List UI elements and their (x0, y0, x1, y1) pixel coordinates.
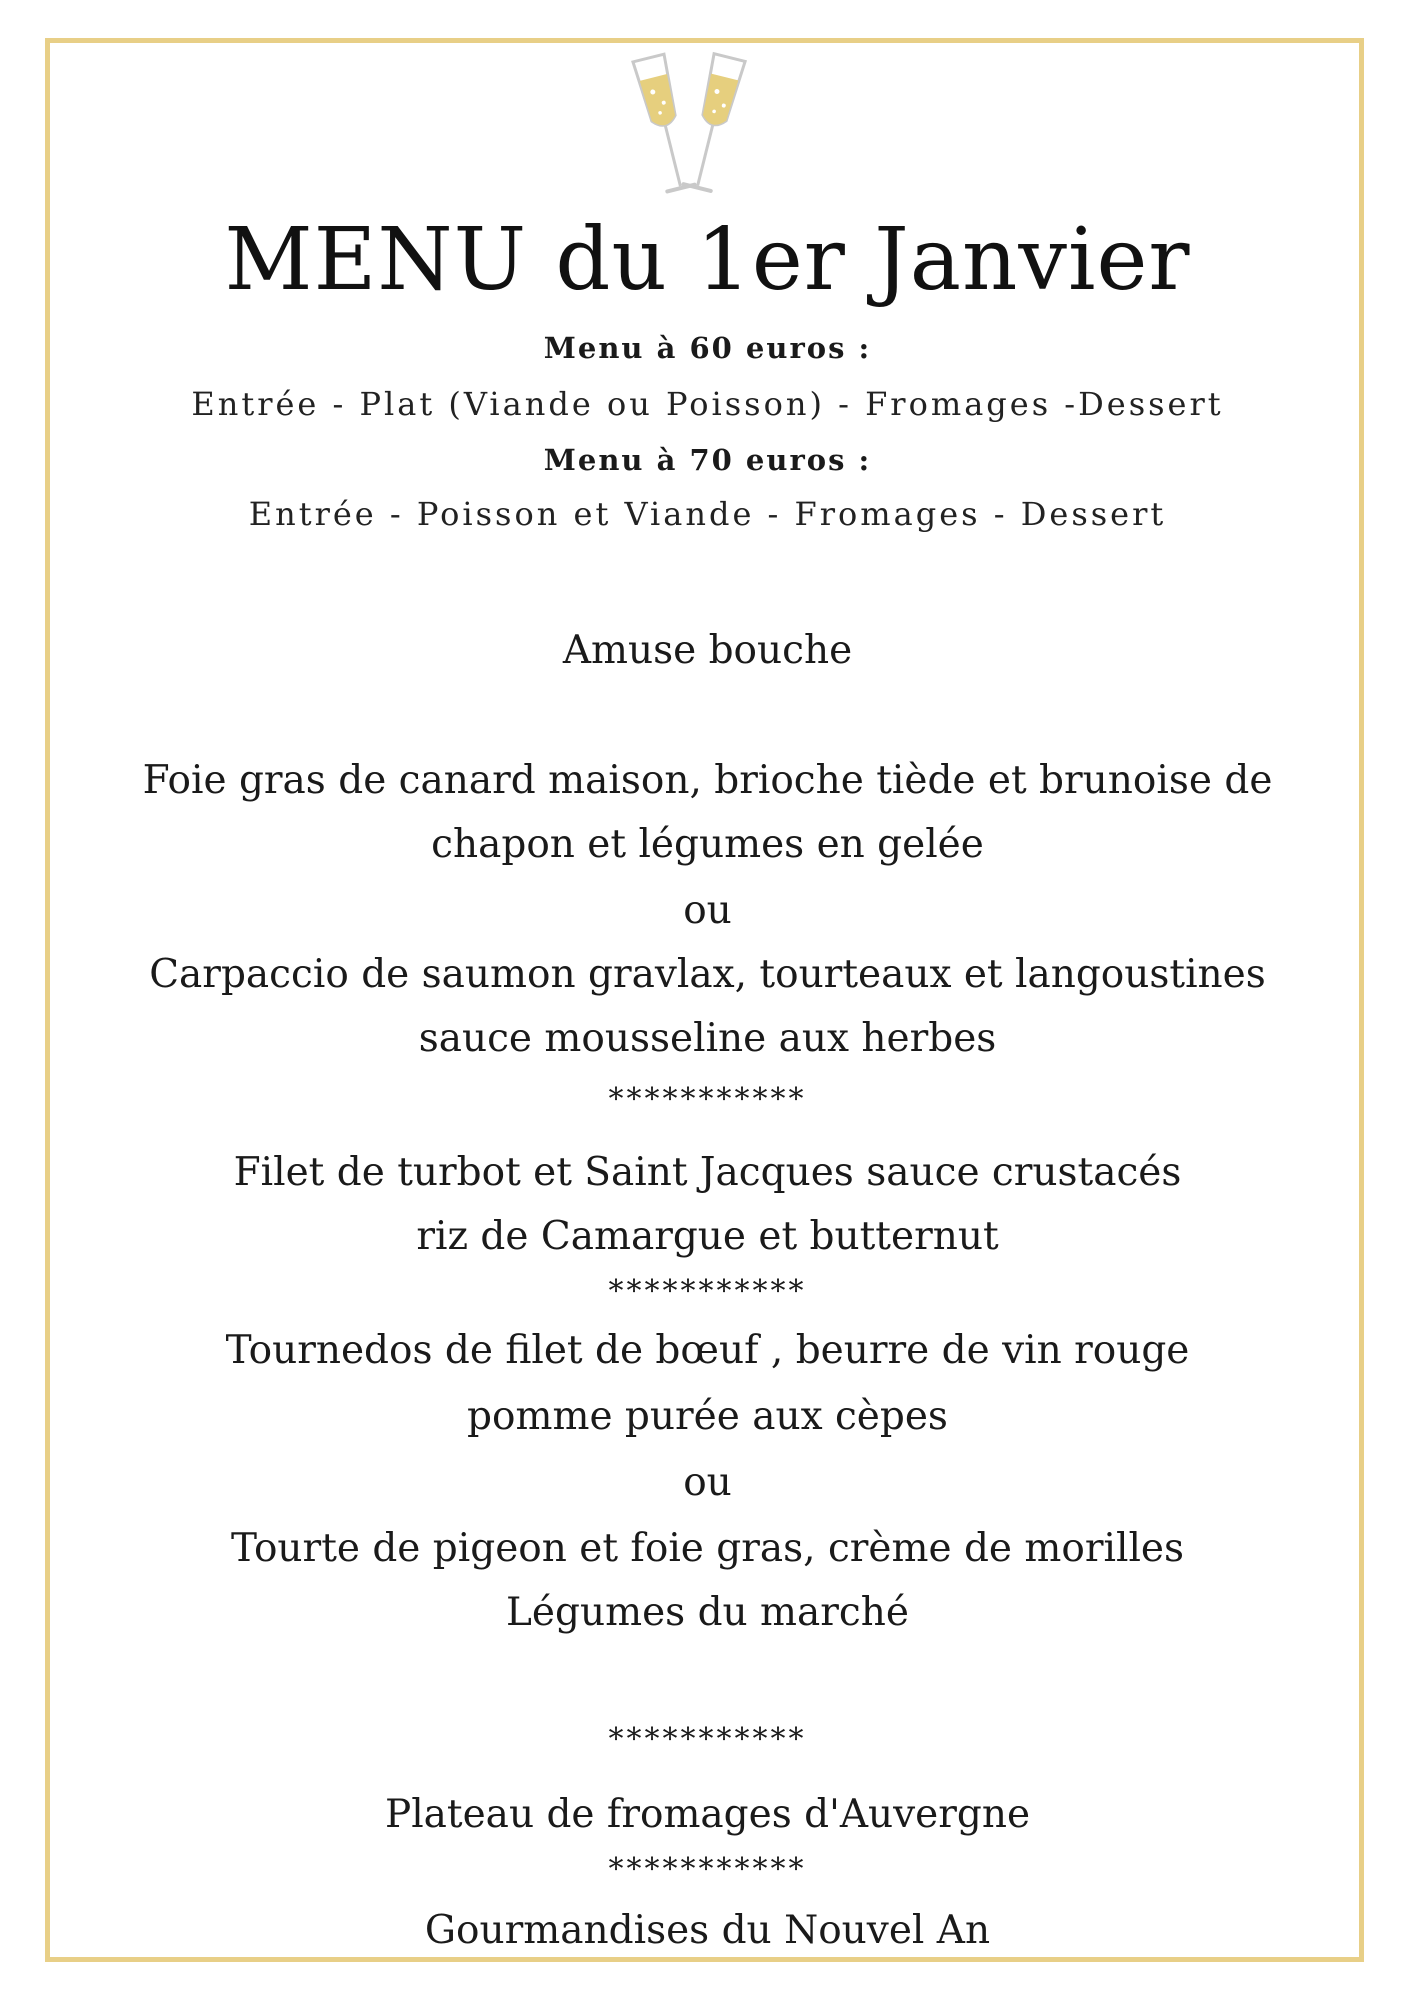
star-separator: *********** (608, 1722, 807, 1757)
meat-1-line-2: pomme purée aux cèpes (467, 1394, 948, 1439)
formula-70-name: Menu à 70 euros : (543, 443, 872, 477)
starter-2-line-2: sauce mousseline aux herbes (418, 1016, 997, 1061)
star-separator: *********** (608, 1082, 807, 1117)
amuse-bouche: Amuse bouche (562, 628, 853, 673)
formula-70-courses: Entrée - Poisson et Viande - Fromages - Dessert (248, 495, 1167, 533)
page-border (45, 38, 1364, 1962)
starter-1-line-1: Foie gras de canard maison, brioche tiède et brunoise de (142, 758, 1273, 803)
dessert-course: Gourmandises du Nouvel An (424, 1908, 991, 1953)
or-separator: ou (683, 888, 732, 933)
star-separator: *********** (608, 1274, 807, 1309)
cheese-course: Plateau de fromages d'Auvergne (384, 1792, 1031, 1837)
fish-line-1: Filet de turbot et Saint Jacques sauce crustacés (233, 1150, 1182, 1195)
fish-line-2: riz de Camargue et butternut (416, 1214, 999, 1259)
meat-2-line-2: Légumes du marché (506, 1590, 909, 1635)
or-separator: ou (683, 1460, 732, 1505)
meat-1-line-1: Tournedos de filet de bœuf , beurre de vin rouge (225, 1328, 1190, 1373)
page-title: MENU du 1er Janvier (224, 210, 1191, 310)
formula-60-courses: Entrée - Plat (Viande ou Poisson) - Fromages -Dessert (191, 385, 1224, 423)
champagne-glasses-icon (615, 48, 765, 208)
meat-2-line-1: Tourte de pigeon et foie gras, crème de morilles (230, 1526, 1185, 1571)
starter-2-line-1: Carpaccio de saumon gravlax, tourteaux et langoustines (149, 952, 1266, 997)
starter-1-line-2: chapon et légumes en gelée (431, 822, 984, 867)
star-separator: *********** (608, 1852, 807, 1887)
formula-60-name: Menu à 60 euros : (543, 331, 872, 365)
